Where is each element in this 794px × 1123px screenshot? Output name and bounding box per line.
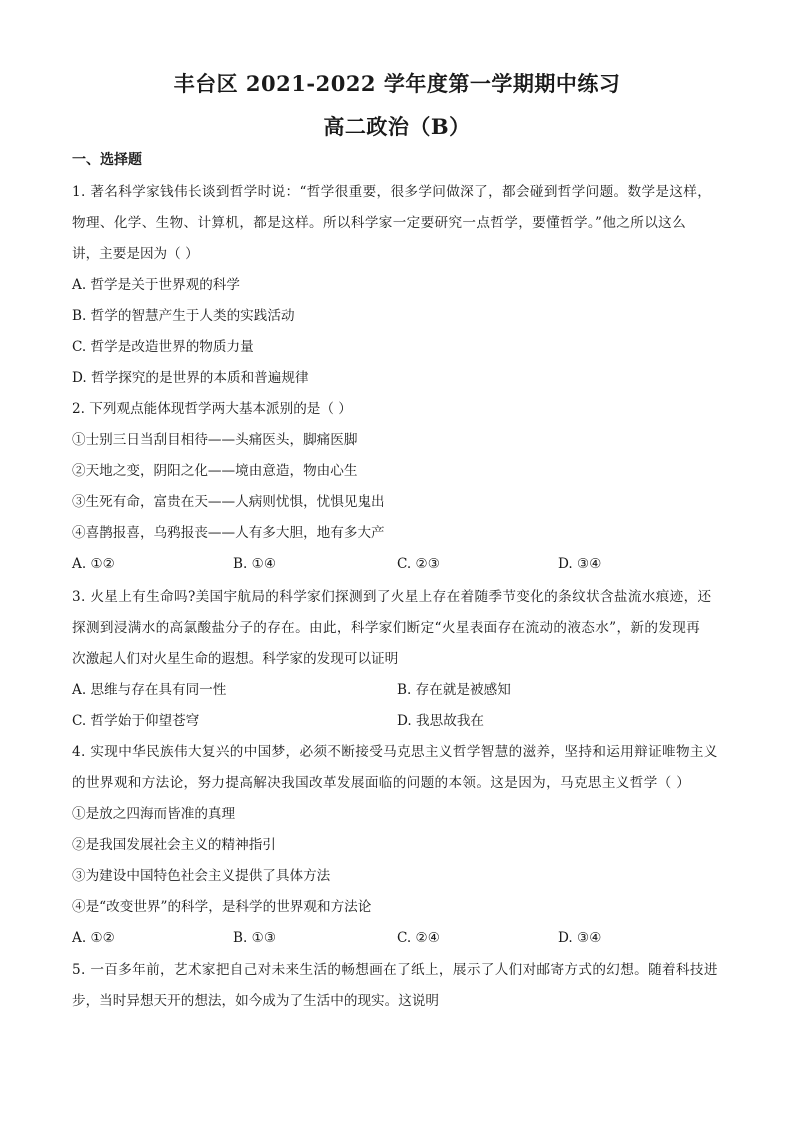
q1-stem-line: 讲，主要是因为（ ） [72, 246, 199, 262]
page-title: 丰台区 2021-2022 学年度第一学期期中练习 [173, 71, 621, 96]
q4-option-a: A. ①② [72, 930, 115, 946]
q2-item: ①士别三日当刮目相待——头痛医头，脚痛医脚 [72, 432, 358, 448]
q4-item: ④是“改变世界”的科学，是科学的世界观和方法论 [72, 899, 372, 915]
q1-stem-line: 物理、化学、生物、计算机，都是这样。所以科学家一定要研究一点哲学，要懂哲学。”他之所以这么 [72, 215, 687, 231]
q1-option-a: A. 哲学是关于世界观的科学 [72, 277, 240, 293]
q1-option-b: B. 哲学的智慧产生于人类的实践活动 [72, 308, 295, 324]
q4-option-b: B. ①③ [233, 930, 277, 946]
q3-stem-line: 次激起人们对火星生命的遐想。科学家的发现可以证明 [72, 651, 399, 667]
q3-option-b: B. 存在就是被感知 [397, 682, 511, 698]
q3-stem-line: 3. 火星上有生命吗?美国宇航局的科学家们探测到了火星上存在着随季节变化的条纹状含盐流水痕迹，还 [72, 589, 712, 605]
q4-option-c: C. ②④ [397, 930, 440, 946]
q4-option-d: D. ③④ [558, 930, 602, 946]
q3-option-d: D. 我思故我在 [397, 713, 485, 729]
q4-item: ①是放之四海而皆准的真理 [72, 806, 236, 822]
q1-stem-line: 1. 著名科学家钱伟长谈到哲学时说：“哲学很重要，很多学问做深了，都会碰到哲学问题。数学是这样， [72, 184, 712, 200]
q2-option-a: A. ①② [72, 556, 115, 572]
q4-item: ②是我国发展社会主义的精神指引 [72, 837, 276, 853]
q2-option-d: D. ③④ [558, 556, 602, 572]
q4-item: ③为建设中国特色社会主义提供了具体方法 [72, 868, 331, 884]
q2-option-b: B. ①④ [233, 556, 277, 572]
q3-option-c: C. 哲学始于仰望苍穹 [72, 713, 200, 729]
q1-option-d: D. 哲学探究的是世界的本质和普遍规律 [72, 370, 309, 386]
q5-stem-line: 步，当时异想天开的想法，如今成为了生活中的现实。这说明 [72, 993, 440, 1009]
q5-stem-line: 5. 一百多年前，艺术家把自己对未来生活的畅想画在了纸上，展示了人们对邮寄方式的幻想。随着科技进 [72, 962, 718, 978]
q2-stem: 2. 下列观点能体现哲学两大基本派别的是（ ） [72, 401, 352, 417]
q2-item: ③生死有命，富贵在天——人病则忧惧，忧惧见鬼出 [72, 494, 385, 510]
page-subtitle: 高二政治（B） [323, 114, 471, 139]
section-heading: 一、选择题 [72, 152, 142, 168]
q4-stem-line: 4. 实现中华民族伟大复兴的中国梦，必须不断接受马克思主义哲学智慧的滋养，坚持和运用辩证唯物主义 [72, 744, 718, 760]
q2-item: ②天地之变，阴阳之化——境由意造，物由心生 [72, 463, 358, 479]
q3-stem-line: 探测到浸满水的高氯酸盐分子的存在。由此，科学家们断定“火星表面存在流动的液态水”，新的发现再 [72, 620, 701, 636]
q4-stem-line: 的世界观和方法论，努力提高解决我国改革发展面临的问题的本领。这是因为，马克思主义哲学（ ） [72, 775, 691, 791]
q2-option-c: C. ②③ [397, 556, 440, 572]
q2-item: ④喜鹊报喜，乌鸦报丧——人有多大胆，地有多大产 [72, 525, 385, 541]
q1-option-c: C. 哲学是改造世界的物质力量 [72, 339, 254, 355]
q3-option-a: A. 思维与存在具有同一性 [72, 682, 227, 698]
